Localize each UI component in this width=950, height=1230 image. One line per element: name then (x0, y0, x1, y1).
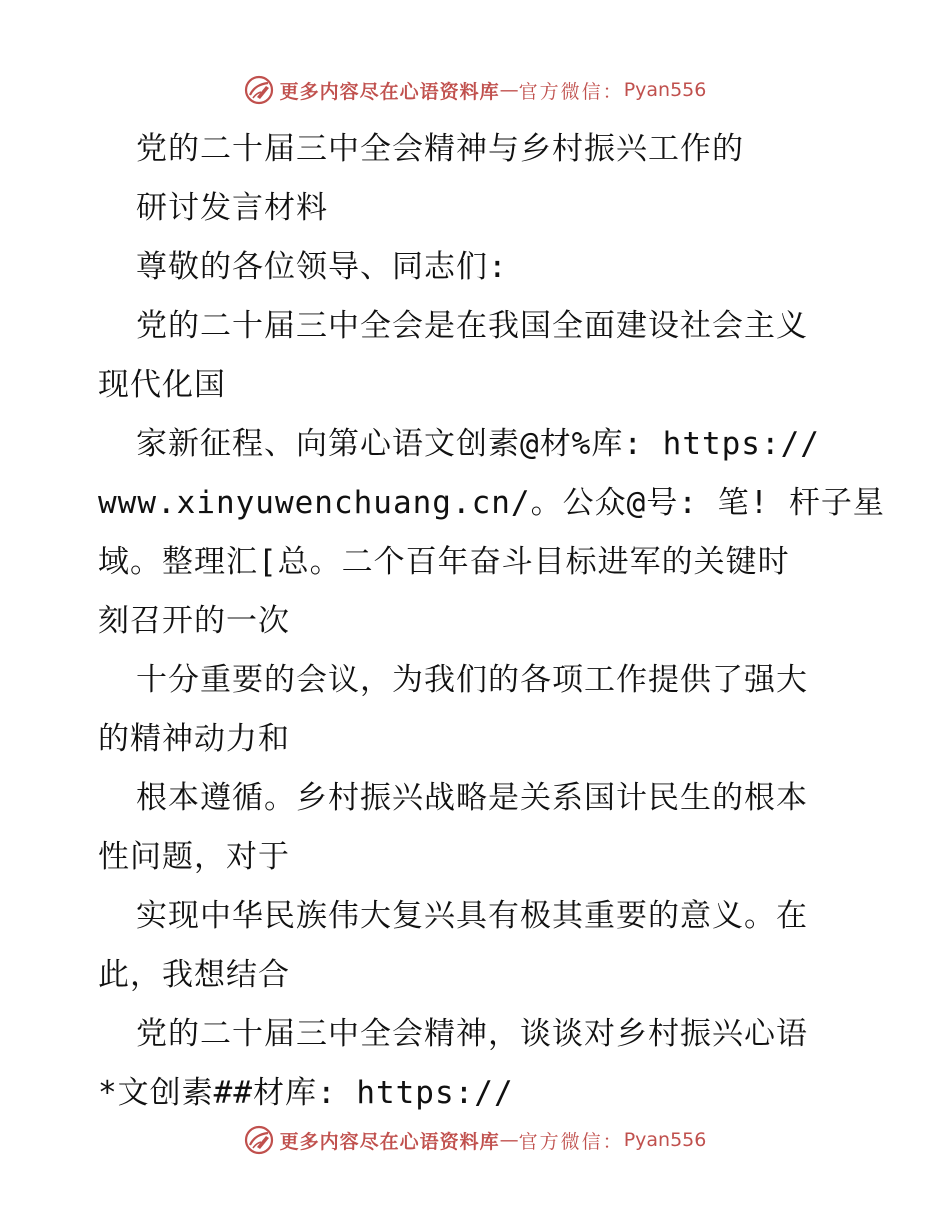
doc-text-line: 根本遵循。乡村振兴战略是关系国计民生的根本 (136, 780, 808, 816)
doc-text-line: 此，我想结合 (98, 957, 290, 993)
doc-text-line: 现代化国 (98, 367, 226, 403)
banner-wechat-id: Pyan556 (623, 1129, 707, 1151)
doc-text-line: 十分重要的会议，为我们的各项工作提供了强大 (136, 662, 808, 698)
doc-text-line: 实现中华民族伟大复兴具有极其重要的意义。在 (136, 898, 808, 934)
document-body (98, 120, 885, 1123)
banner-main-text: 更多内容尽在心语资料库 (279, 1130, 500, 1153)
banner-dash: — (499, 79, 519, 101)
banner-dash: — (499, 1129, 519, 1151)
doc-text-line: 的精神动力和 (98, 721, 290, 757)
doc-text-line: 刻召开的一次 (98, 603, 290, 639)
doc-text-line: www.xinyuwenchuang.cn/。公众@号: 笔! 杆子星 (98, 485, 885, 521)
header-watermark-banner (0, 70, 950, 110)
doc-text-line: 党的二十届三中全会是在我国全面建设社会主义 (136, 308, 808, 344)
doc-salutation: 尊敬的各位领导、同志们: (136, 249, 508, 285)
hand-pen-logo-icon (244, 75, 274, 105)
banner-sub-text: 官方微信： (518, 80, 624, 103)
banner-wechat-id: Pyan556 (623, 79, 707, 101)
doc-title-line-2: 研讨发言材料 (136, 190, 328, 226)
doc-title-line-1: 党的二十届三中全会精神与乡村振兴工作的 (136, 131, 744, 167)
banner-sub-text: 官方微信： (518, 1130, 624, 1153)
doc-text-line: 家新征程、向第心语文创素@材%库: https:// (136, 426, 820, 462)
hand-pen-logo-icon (244, 1125, 274, 1155)
doc-text-line: 性问题，对于 (98, 839, 290, 875)
banner-main-text: 更多内容尽在心语资料库 (279, 80, 500, 103)
doc-text-line: 域。整理汇[总。二个百年奋斗目标进军的关键时 (98, 544, 790, 580)
doc-text-line: 党的二十届三中全会精神，谈谈对乡村振兴心语 (136, 1016, 808, 1052)
footer-watermark-banner (0, 1120, 950, 1160)
doc-text-line: *文创素##材库: https:// (98, 1075, 514, 1111)
